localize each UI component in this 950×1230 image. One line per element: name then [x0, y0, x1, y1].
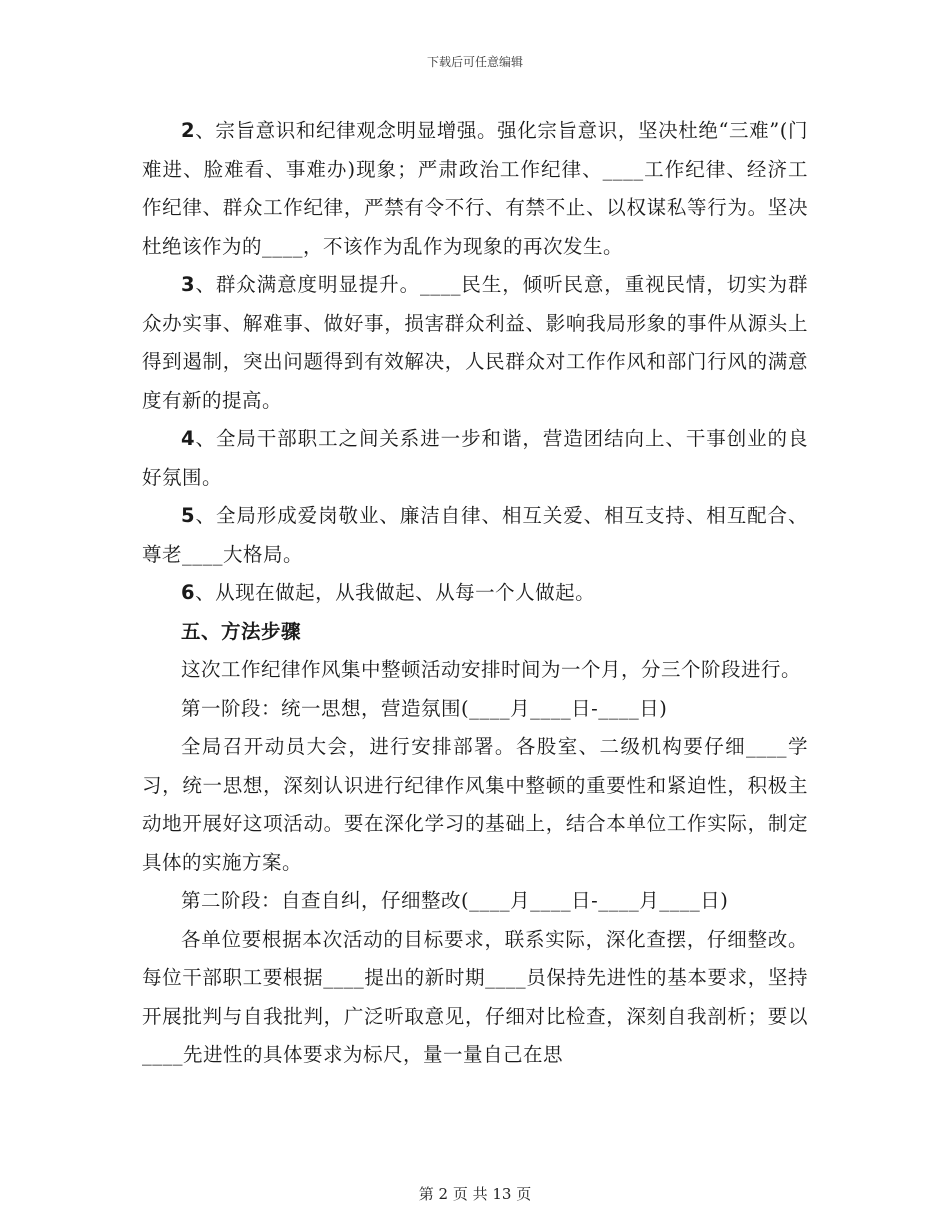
paragraph-text: 、全局形成爱岗敬业、廉洁自律、相互关爱、相互支持、相互配合、尊老____大格局。 — [142, 504, 808, 566]
item-number: 4 — [181, 427, 196, 450]
paragraph-text: 、从现在做起，从我做起、从每一个人做起。 — [195, 581, 596, 604]
paragraph-stage-2-title: 第二阶段：自查自纠，仔细整改(____月____日-____月____日) — [181, 889, 729, 912]
paragraph-goal-5 — [142, 497, 808, 574]
item-number: 6 — [181, 581, 196, 604]
paragraph-goal-2 — [142, 112, 808, 266]
page-header: 下载后可任意编辑 — [426, 55, 523, 69]
item-number: 5 — [181, 504, 196, 527]
section-heading: 五、方法步骤 — [181, 619, 302, 643]
paragraph-stage-1-body: 全局召开动员大会，进行安排部署。各股室、二级机构要仔细____学习，统一思想，深刻认识进行纪律作风集中整顿的重要性和紧迫性，积极主动地开展好这项活动。要在深化学习的基础上，结合本单位工作实际，制定具体的实施方案。 — [142, 735, 808, 874]
paragraph-text: 、群众满意度明显提升。____民生，倾听民意，重视民情，切实为群众办实事、解难事、做好事，损害群众利益、影响我局形象的事件从源头上得到遏制，突出问题得到有效解决，人民群众对工作作风和部门行风的满意度有新的提高。 — [142, 273, 808, 412]
item-number: 2 — [181, 119, 196, 142]
document-body — [142, 112, 808, 1075]
paragraph-goal-4 — [142, 420, 808, 497]
paragraph-goal-3 — [142, 266, 808, 420]
page-footer: 第 2 页 共 13 页 — [418, 1185, 532, 1203]
paragraph-text: 、全局干部职工之间关系进一步和谐，营造团结向上、干事创业的良好氛围。 — [142, 427, 808, 489]
paragraph-stage-1-title: 第一阶段：统一思想，营造氛围(____月____日-____日) — [181, 696, 668, 720]
paragraph-text: 、宗旨意识和纪律观念明显增强。强化宗旨意识，坚决杜绝“三难”(门难进、脸难看、事难办)现象；严肃政治工作纪律、____工作纪律、经济工作纪律、群众工作纪律，严禁有令不行、有禁不止、以权谋私等行为。坚决杜绝该作为的____，不该作为乱作为现象的再次发生。 — [142, 119, 808, 258]
paragraph-schedule-intro: 这次工作纪律作风集中整顿活动安排时间为一个月，分三个阶段进行。 — [181, 658, 802, 681]
item-number: 3 — [181, 273, 196, 296]
paragraph-stage-2-body: 各单位要根据本次活动的目标要求，联系实际，深化查摆，仔细整改。每位干部职工要根据____提出的新时期____员保持先进性的基本要求，坚持开展批判与自我批判，广泛听取意见，仔细对比检查，深刻自我剖析；要以____先进性的具体要求为标尺，量一量自己在思 — [142, 927, 808, 1066]
paragraph-goal-6 — [142, 574, 808, 613]
